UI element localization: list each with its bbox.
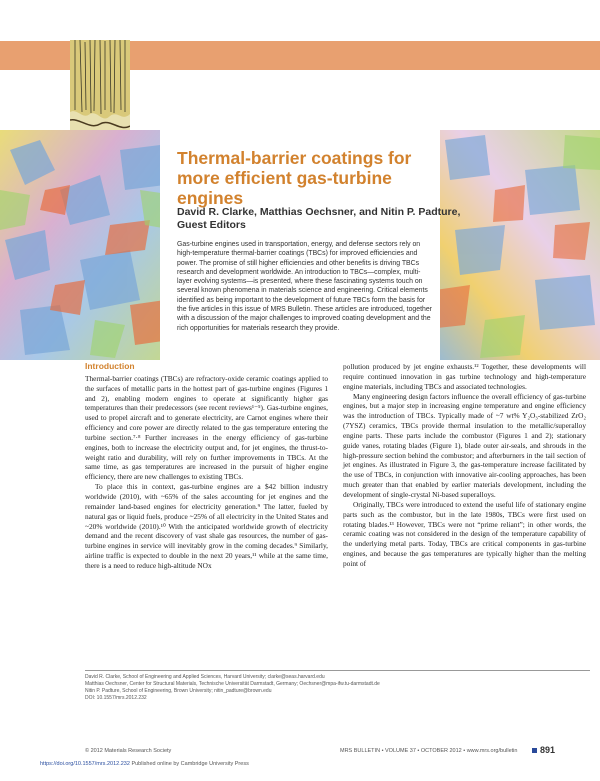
body-column-right — [343, 362, 586, 569]
published-online-text: Published online by Cambridge University Press — [131, 761, 249, 767]
body-column-left — [85, 362, 328, 571]
affiliation-line: David R. Clarke, School of Engineering and Applied Sciences, Harvard University; clarke@seas.harvard.edu — [85, 674, 325, 680]
paragraph: Many engineering design factors influence the overall efficiency of gas-turbine engines, but a major step in increasing engine temperature and engine efficiency was the introduction of TBCs. Typically made of ~7 wt% Y₂O₃-stabilized ZrO₂ (7YSZ) ceramics, TBCs provide thermal insulation to the metallic/superalloy engine parts. These parts include the combustor (Figures 1 and 2); stationary guide vanes, rotating blades (Figure 1), blade outer air-seals, and shrouds in the high-pressure section behind the combustor; and afterburners in the tail section of jet engines. As illustrated in Figure 3, the gas-temperature increase facilitated by the use of TBCs, in conjunction with innovative air-cooling approaches, has been much greater than that enabled by earlier materials development, including the development of single-crystal Ni-based superalloys. — [343, 391, 586, 499]
author-list: David R. Clarke, Matthias Oechsner, and Nitin P. Padture, Guest Editors — [177, 206, 461, 231]
copyright-notice: © 2012 Materials Research Society — [85, 748, 172, 754]
paragraph: Originally, TBCs were introduced to extend the useful life of stationary engine parts such as the combustor, but in the late 1980s, TBCs were first used on rotating blades.¹³ However, TBCs were not “prime reliant”; in other words, the ceramic coating was not considered in the design of the temperature capability of the underlying metal parts. Today, TBCs are critical components in gas-turbine engines, and because the gas temperatures are typically higher than the melting point of — [343, 499, 586, 568]
doi-link[interactable]: https://doi.org/10.1557/mrs.2012.232 — [40, 761, 130, 767]
affiliations — [85, 674, 505, 702]
affiliation-line: Nitin P. Padture, School of Engineering, Brown University; nitin_padture@brown.edu — [85, 688, 272, 694]
paragraph: To place this in context, gas-turbine engines are a $42 billion industry worldwide (2010), with ~65% of the sales accounting for jet engines and the remainder land-based engines for electricity generation.⁹ The latter, fueled by natural gas or liquid fuels, produce ~25% of all electricity in the United States and ~20% worldwide (2010).¹⁰ With the anticipated worldwide growth of electricity demand and the recent discovery of vast shale gas resources, the number of gas-turbine engines in service will inevitably grow in the coming decades.⁹ Similarly, airline traffic is expected to double in the next 20 years,¹¹ while at the same time, there is a need to reduce high-altitude NOx — [85, 482, 328, 570]
doi-line: DOI: 10.1557/mrs.2012.232 — [85, 695, 147, 701]
paragraph: Thermal-barrier coatings (TBCs) are refractory-oxide ceramic coatings applied to the surfaces of metallic parts in the hottest part of gas-turbine engines (Figures 1 and 2), enabling modern engines to operate at significantly higher gas temperatures than their predecessors (see recent reviews¹⁻⁵). Gas-turbine engines, used to propel aircraft and to generate electricity, are Carnot engines where their efficiency and core power are directly related to the gas temperature entering the turbine section.⁷·⁸ Further increases in the energy efficiency of gas-turbine engines, both to increase the electricity output and, for jet engines, the thrust-to-weight ratio and durability, will rely on further improvements in TBCs. At the same time, as gas temperatures are increased in the pursuit of higher engine efficiency, there are new challenges to existing TBCs. — [85, 373, 328, 482]
right-crystal-artwork — [425, 130, 600, 360]
affiliation-line: Matthias Oechsner, Center for Structural Materials, Technische Universität Darmstadt, Germany; Oechsner@mpa-ifw.tu-darmstadt.de — [85, 681, 380, 687]
article-title: Thermal-barrier coatings for more efficient gas-turbine engines — [177, 148, 412, 208]
page-number — [532, 745, 555, 755]
paragraph: pollution produced by jet engine exhausts.¹² Together, these developments will require continued innovation in gas turbine technology and high-temperature engine materials, including TBCs and associated technologies. — [343, 362, 586, 391]
bottom-attribution — [40, 761, 249, 767]
abstract: Gas-turbine engines used in transportation, energy, and defense sectors rely on high-temperature thermal-barrier coatings (TBCs) for improved efficiencies and power. The promise of still higher efficiencies and other benefits is driving TBCs research and development worldwide. An introduction to TBCs—complex, multi-layer evolving systems—is presented, where these fascinating systems touch on several known phenomena in materials science and engineering. Critical elements identified as being important to the development of future TBCs form the basis for the five articles in this issue of MRS Bulletin. These articles are introduced, together with a discussion of the major challenges to improved coating development and the rich opportunities for materials research they provide. — [177, 241, 432, 332]
section-heading-introduction: Introduction — [85, 361, 135, 371]
journal-footer: MRS BULLETIN • VOLUME 37 • OCTOBER 2012 • www.mrs.org/bulletin — [340, 748, 518, 754]
left-crystal-artwork — [0, 130, 175, 360]
page-number-text: 891 — [540, 745, 556, 755]
footer-square-icon — [532, 748, 537, 753]
footnote-rule — [85, 670, 590, 671]
